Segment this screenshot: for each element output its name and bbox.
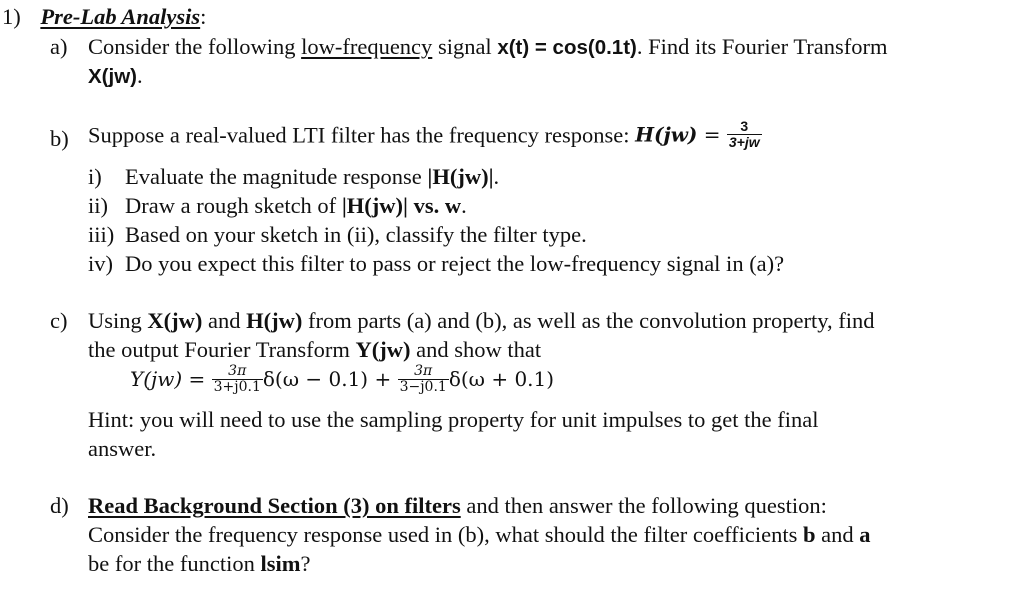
part-a-text-after: . Find its Fourier Transform bbox=[636, 34, 888, 59]
part-c-line-2 bbox=[88, 335, 541, 364]
part-c-line-1 bbox=[88, 306, 874, 335]
magnitude-expression: |H(jw)| bbox=[427, 164, 494, 189]
part-c-text-5: and show that bbox=[410, 337, 542, 362]
input-transform: X(jw) bbox=[147, 308, 203, 333]
background-section-reference: Read Background Section (3) on filters bbox=[88, 493, 461, 518]
title-colon: : bbox=[200, 4, 207, 29]
part-c-text-3: from parts (a) and (b), as well as the convolution property, find bbox=[302, 308, 875, 333]
part-a-text: Consider the following bbox=[88, 34, 302, 59]
part-c-label: c) bbox=[50, 308, 68, 333]
part-a-text-mid: signal bbox=[432, 34, 498, 59]
part-d-line-3 bbox=[88, 549, 310, 578]
item-iii: Based on your sketch in (ii), classify the filter type. bbox=[125, 222, 587, 247]
part-d-text-1: and then answer the following question: bbox=[460, 493, 827, 518]
part-d-line-2 bbox=[88, 520, 871, 549]
item-i-label: i) bbox=[88, 164, 102, 189]
frequency-response-symbol: H(jw) bbox=[635, 122, 698, 147]
part-a-label: a) bbox=[50, 34, 68, 59]
signal-expression: x(t) = cos(0.1t) bbox=[497, 36, 637, 59]
item-ii-label: ii) bbox=[88, 193, 108, 218]
frequency-response-fraction bbox=[727, 119, 762, 150]
fraction-denominator: 3+jw bbox=[728, 134, 760, 151]
sketch-expression: |H(jw)| vs. w bbox=[341, 193, 462, 218]
coefficient-b: b bbox=[803, 522, 816, 547]
hint-line-2: answer. bbox=[88, 436, 157, 461]
fourier-transform-symbol: X(jw) bbox=[88, 65, 137, 88]
item-ii bbox=[125, 191, 467, 220]
item-i-text: Evaluate the magnitude response bbox=[125, 164, 428, 189]
equation-fraction-1 bbox=[212, 364, 263, 395]
coefficient-a: a bbox=[859, 522, 871, 547]
part-d-text-3: and bbox=[815, 522, 860, 547]
part-a-line-2 bbox=[88, 61, 143, 91]
fraction-2-numerator: 3π bbox=[414, 363, 433, 379]
part-a-underlined: low-frequency bbox=[301, 34, 433, 59]
part-d-label: d) bbox=[50, 493, 69, 518]
item-i-end: . bbox=[493, 164, 500, 189]
part-b-line-1 bbox=[88, 118, 762, 150]
part-a-line-1 bbox=[88, 32, 888, 62]
item-ii-end: . bbox=[461, 193, 467, 218]
item-iii-label: iii) bbox=[88, 222, 115, 247]
equation-term-1: δ(ω − 0.1) + bbox=[262, 367, 392, 391]
item-ii-text: Draw a rough sketch of bbox=[125, 193, 342, 218]
equation-term-2: δ(ω + 0.1) bbox=[448, 367, 555, 391]
part-d-text-4: be for the function bbox=[88, 551, 261, 576]
item-i bbox=[125, 162, 499, 191]
part-b-label: b) bbox=[50, 126, 69, 151]
part-c-text-2: and bbox=[202, 308, 247, 333]
item-iv: Do you expect this filter to pass or reject the low-frequency signal in (a)? bbox=[125, 251, 785, 276]
section-title: Pre-Lab Analysis bbox=[40, 4, 201, 29]
equals-sign: = bbox=[697, 122, 727, 147]
part-b-text: Suppose a real-valued LTI filter has the frequency response: bbox=[88, 122, 636, 148]
equation-lhs: Y(jw) = bbox=[130, 367, 206, 391]
output-transform: Y(jw) bbox=[355, 337, 411, 362]
part-c-text-1: Using bbox=[88, 308, 148, 333]
item-iv-label: iv) bbox=[88, 251, 113, 276]
fraction-1-numerator: 3π bbox=[228, 363, 247, 379]
part-d-text-2: Consider the frequency response used in (b), what should the filter coefficients bbox=[88, 522, 804, 547]
output-equation bbox=[130, 364, 554, 395]
fraction-2-denominator: 3−j0.1 bbox=[399, 379, 447, 395]
equation-fraction-2 bbox=[398, 364, 449, 395]
part-d-end: ? bbox=[300, 551, 311, 576]
question-number: 1) bbox=[2, 4, 21, 29]
part-c-text-4: the output Fourier Transform bbox=[88, 337, 356, 362]
function-name: lsim bbox=[260, 551, 301, 576]
part-a-end: . bbox=[136, 63, 143, 88]
filter-response: H(jw) bbox=[246, 308, 303, 333]
hint-line-1: Hint: you will need to use the sampling property for unit impulses to get the final bbox=[88, 407, 819, 432]
fraction-1-denominator: 3+j0.1 bbox=[213, 379, 261, 395]
question-heading bbox=[2, 2, 206, 31]
fraction-numerator: 3 bbox=[740, 118, 749, 135]
part-d-line-1 bbox=[88, 491, 827, 520]
